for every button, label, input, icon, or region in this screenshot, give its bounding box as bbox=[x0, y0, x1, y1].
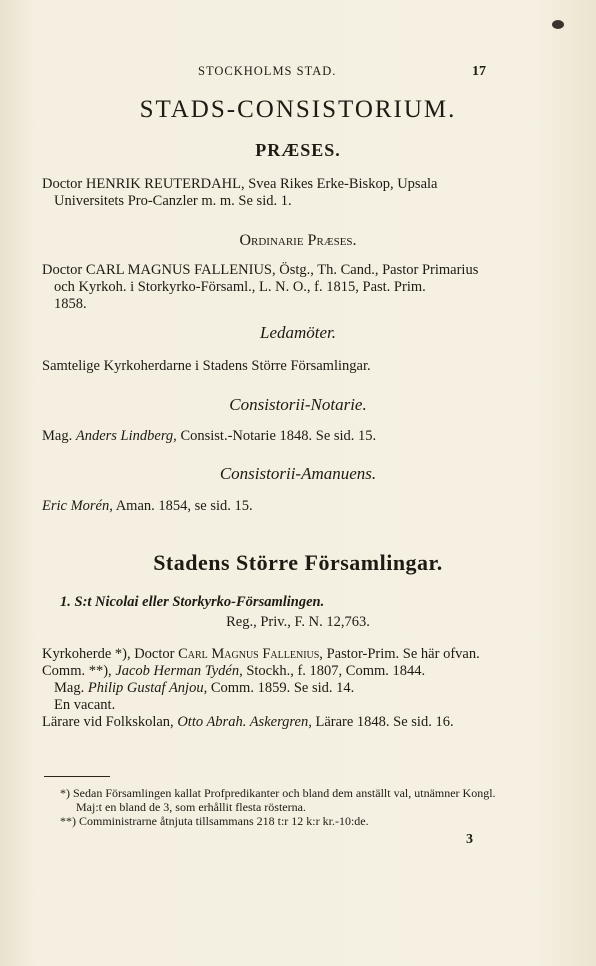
mag-label: Mag. bbox=[54, 680, 85, 696]
kyrkoherde-name: Carl Magnus Fallenius, bbox=[178, 646, 323, 662]
ledamoter-heading: Ledamöter. bbox=[259, 323, 337, 342]
running-head: STOCKHOLMS STAD. bbox=[198, 64, 337, 78]
mag-name: Philip Gustaf Anjou, bbox=[87, 680, 208, 696]
amanuens-entry bbox=[42, 498, 512, 515]
signature-mark: 3 bbox=[466, 832, 473, 847]
notarie-prefix: Mag. bbox=[42, 428, 73, 444]
parish-heading: 1. S:t Nicolai eller Storkyrko-Församlingen. bbox=[60, 594, 325, 610]
kyrkoherde-rest: Pastor-Prim. Se här ofvan. bbox=[322, 646, 480, 662]
staff-vacant: En vacant. bbox=[54, 697, 116, 713]
stadens-heading: Stadens Större Församlingar. bbox=[153, 550, 443, 575]
page-title: STADS-CONSISTORIUM. bbox=[139, 96, 457, 123]
larare-label: Lärare vid Folkskolan, bbox=[42, 714, 174, 730]
praeses-line-2: Universitets Pro-Canzler m. m. Se sid. 1. bbox=[54, 193, 292, 209]
larare-name: Otto Abrah. Askergren, bbox=[177, 714, 312, 730]
staff-comm bbox=[42, 663, 512, 680]
staff-mag bbox=[42, 680, 512, 697]
staff-larare bbox=[42, 714, 512, 731]
staff-kyrkoherde bbox=[42, 646, 512, 663]
comm-rest: Stockh., f. 1807, Comm. 1844. bbox=[242, 663, 426, 679]
praeses-line-1: Doctor HENRIK REUTERDAHL, Svea Rikes Erke-Biskop, Upsala bbox=[42, 176, 438, 192]
ledamoter-text: Samtelige Kyrkoherdarne i Stadens Större Församlingar. bbox=[42, 358, 371, 374]
notarie-rest: Consist.-Notarie 1848. Se sid. 15. bbox=[176, 428, 377, 444]
amanuens-heading: Consistorii-Amanuens. bbox=[219, 464, 377, 483]
footnotes bbox=[60, 786, 520, 828]
comm-name: Jacob Herman Tydén, bbox=[115, 663, 243, 679]
footnote-rule bbox=[44, 776, 110, 777]
notarie-name: Anders Lindberg, bbox=[75, 428, 177, 444]
notarie-entry bbox=[42, 428, 512, 445]
larare-rest: Lärare 1848. Se sid. 16. bbox=[311, 714, 454, 730]
page-number: 17 bbox=[472, 64, 486, 79]
amanuens-name: Eric Morén, bbox=[42, 498, 113, 514]
kyrkoherde-label: Kyrkoherde *), Doctor bbox=[42, 646, 175, 662]
parish-staff bbox=[42, 646, 512, 731]
mag-rest: Comm. 1859. Se sid. 14. bbox=[207, 680, 355, 696]
ordinarie-entry bbox=[42, 262, 512, 313]
praeses-entry bbox=[42, 176, 512, 210]
amanuens-rest: Aman. 1854, se sid. 15. bbox=[112, 498, 253, 514]
notarie-heading: Consistorii-Notarie. bbox=[229, 395, 367, 414]
ordinarie-line-1: Doctor CARL MAGNUS FALLENIUS, Östg., Th. Cand., Pastor Primarius bbox=[42, 262, 479, 278]
footnote-2: **) Comministrarne åtnjuta tillsammans 218 t:r 12 k:r kr.-10:de. bbox=[60, 814, 369, 828]
ordinarie-line-3: 1858. bbox=[54, 296, 87, 312]
ordinarie-line-2: och Kyrkoh. i Storkyrko-Församl., L. N. O., f. 1815, Past. Prim. bbox=[54, 279, 426, 295]
praeses-heading: PRÆSES. bbox=[255, 140, 341, 160]
footnote-1: *) Sedan Församlingen kallat Profpredikanter och bland dem anställt val, utnämner Kongl. Maj:t en bland de 3, som erhållit flesta rösterna. bbox=[60, 786, 496, 814]
ordinarie-heading: Ordinarie Præses. bbox=[239, 232, 357, 249]
comm-label: Comm. **), bbox=[42, 663, 112, 679]
parish-register: Reg., Priv., F. N. 12,763. bbox=[226, 614, 370, 630]
ink-spot bbox=[552, 20, 564, 29]
